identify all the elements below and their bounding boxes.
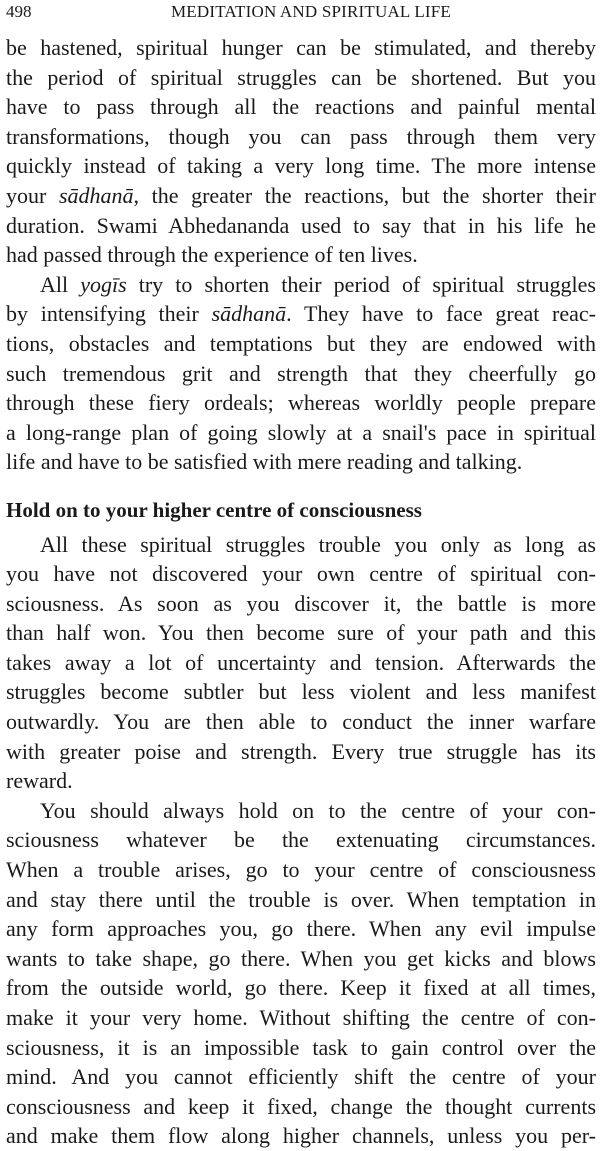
- text-line: the period of spiritual struggles can be shortened. But you: [6, 64, 596, 90]
- text-line: such tremendous grit and strength that they cheerfully go: [6, 360, 596, 386]
- text-line: you have not discovered your own centre of spiritual con-: [6, 561, 596, 587]
- text-line: than half won. You then become sure of your path and this: [6, 620, 596, 646]
- text-line: had passed through the experience of ten lives.: [6, 242, 418, 268]
- text-line: make it your very home. Without shifting the centre of con-: [6, 1005, 596, 1030]
- paragraph-2: [6, 270, 596, 477]
- text-line: consciousness and keep it fixed, change the thought currents: [6, 1093, 596, 1119]
- body-text: [6, 33, 596, 1151]
- text-line: a long-range plan of going slowly at a snail's pace in spiritual: [6, 419, 596, 445]
- text-line: be hastened, spiritual hunger can be stimulated, and thereby: [6, 35, 596, 60]
- text-line: sciousness, it is an impossible task to gain control over the: [6, 1034, 596, 1060]
- page-number: 498: [6, 2, 32, 21]
- running-head: [6, 0, 596, 24]
- text-line: reward.: [6, 768, 73, 794]
- text-line: have to pass through all the reactions and painful mental: [6, 94, 596, 120]
- text-line: your sādhanā, the greater the reactions, but the shorter their: [6, 182, 596, 208]
- text-line: life and have to be satisfied with mere reading and talking.: [6, 449, 523, 475]
- text-line: quickly instead of taking a very long time. The more intense: [6, 153, 596, 179]
- text-line: You should always hold on to the centre of your con-: [40, 797, 596, 823]
- text-line: All these spiritual struggles trouble you only as long as: [40, 531, 596, 557]
- paragraph-1: [6, 33, 596, 270]
- text-line: transformations, though you can pass through them very: [6, 123, 596, 149]
- paragraph-3: [6, 530, 596, 796]
- running-title: MEDITATION AND SPIRITUAL LIFE: [170, 2, 452, 21]
- text-line: any form approaches you, go there. When any evil impulse: [6, 916, 596, 942]
- text-line: from the outside world, go there. Keep it fixed at all times,: [6, 975, 596, 1001]
- text-line: sciousness whatever be the extenuating circumstances.: [6, 827, 596, 853]
- text-line: takes away a lot of uncertainty and tension. Afterwards the: [6, 649, 596, 675]
- text-line: outwardly. You are then able to conduct the inner warfare: [6, 709, 596, 735]
- text-line: and stay there until the trouble is over. When temptation in: [6, 886, 596, 912]
- text-line: and make them flow along higher channels, unless you per-: [6, 1123, 596, 1149]
- text-line: with greater poise and strength. Every true struggle has its: [6, 738, 596, 764]
- text-line: duration. Swami Abhedananda used to say that in his life he: [6, 212, 596, 238]
- text-line: All yogīs try to shorten their period of spiritual struggles: [40, 271, 596, 297]
- section-heading: Hold on to your higher centre of consciousness: [6, 497, 422, 522]
- text-line: by intensifying their sādhanā. They have to face great reac-: [6, 301, 597, 327]
- text-line: When a trouble arises, go to your centre of consciousness: [6, 857, 596, 883]
- text-line: wants to take shape, go there. When you get kicks and blows: [6, 945, 596, 971]
- text-line: mind. And you cannot efficiently shift the centre of your: [6, 1064, 596, 1090]
- paragraph-4: [6, 796, 596, 1151]
- text-line: sciousness. As soon as you discover it, the battle is more: [6, 590, 596, 616]
- text-line: struggles become subtler but less violent and less manifest: [6, 679, 596, 705]
- text-line: through these fiery ordeals; whereas worldly people prepare: [6, 390, 596, 416]
- text-line: tions, obstacles and temptations but they are endowed with: [6, 330, 596, 356]
